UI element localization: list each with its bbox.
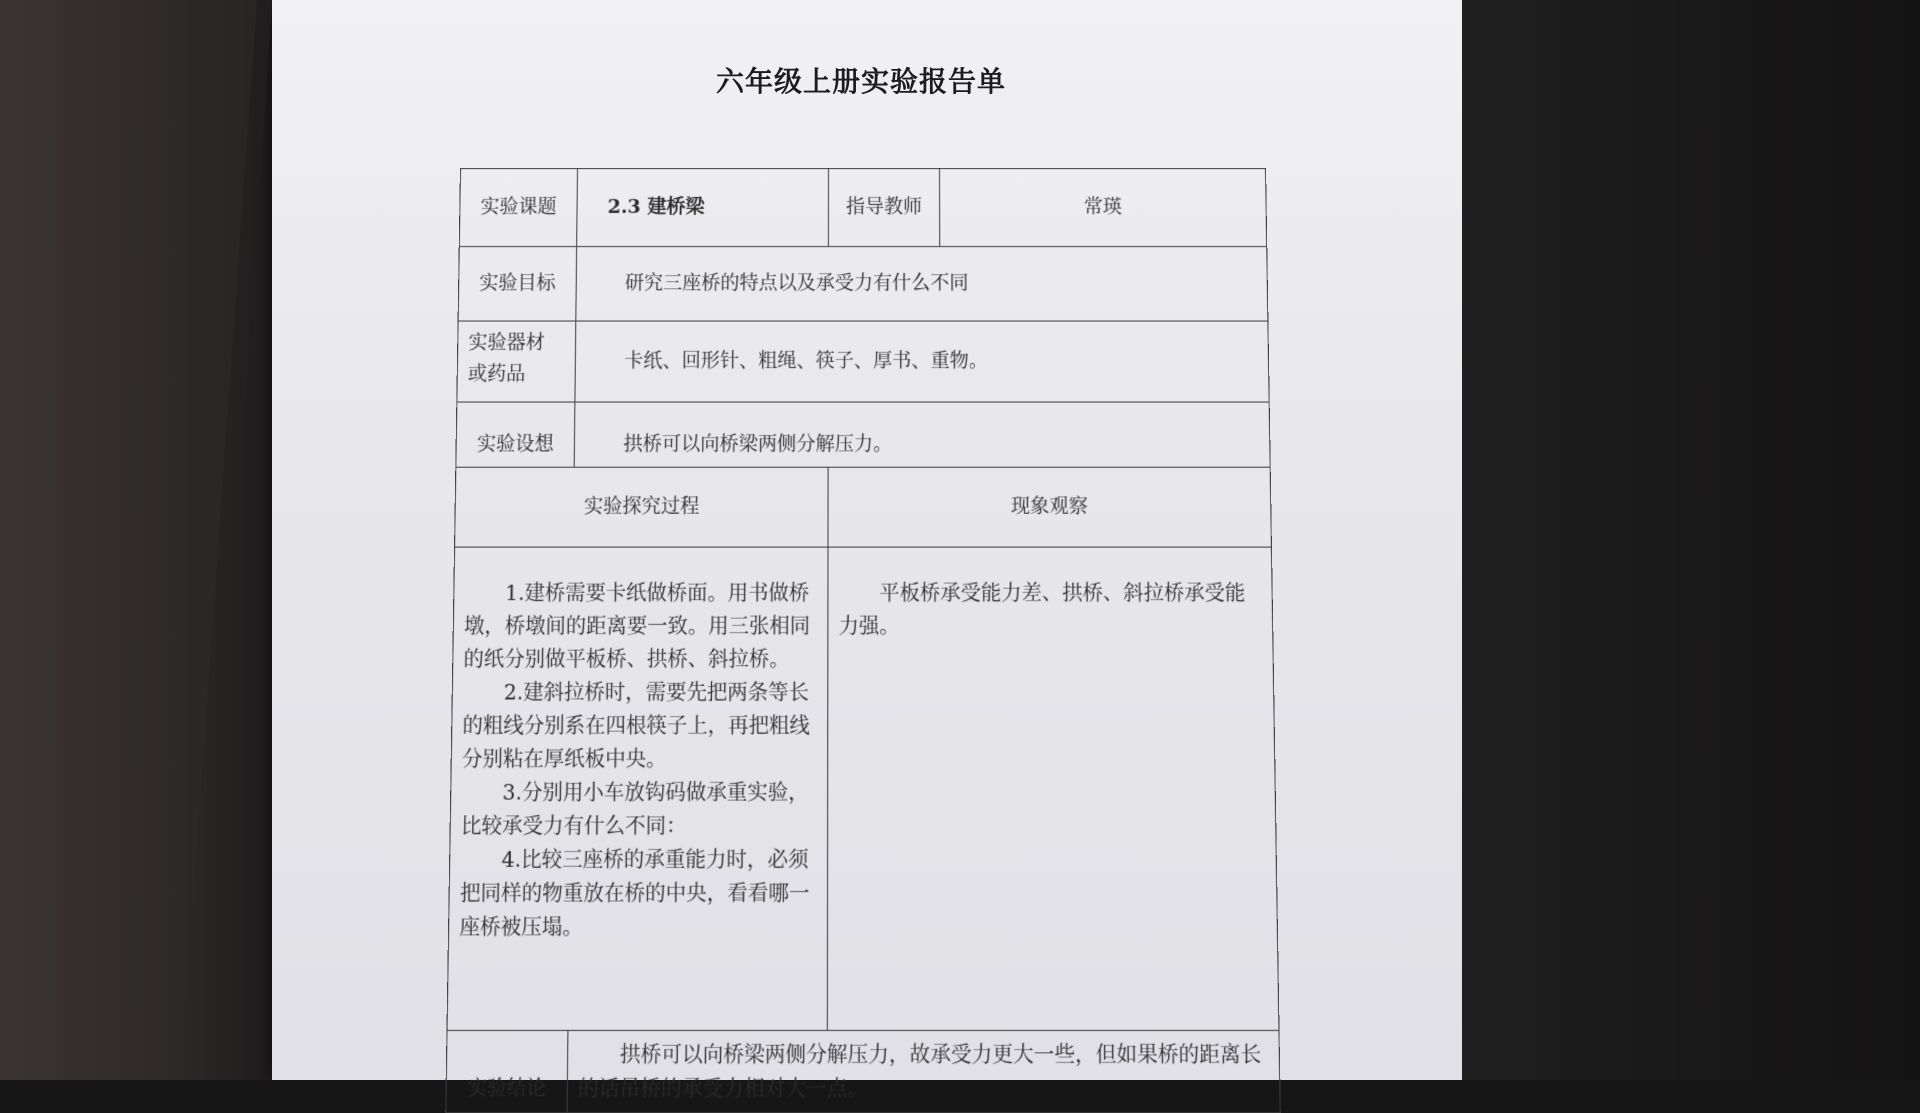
hypothesis-label: 实验设想: [456, 402, 575, 467]
report-table: [445, 168, 1281, 1111]
materials-row: [457, 321, 1269, 402]
goal-label: 实验目标: [458, 247, 577, 321]
conclusion-row: [446, 1030, 1281, 1112]
teacher-value: 常瑛: [940, 168, 1267, 246]
materials-value: 卡纸、回形针、粗绳、筷子、厚书、重物。: [575, 321, 1269, 402]
conclusion-label: 实验结论: [446, 1030, 568, 1112]
process-header: 实验探究过程: [455, 467, 829, 547]
materials-label-line1: 实验器材: [468, 331, 546, 354]
goal-value: 研究三座桥的特点以及承受力有什么不同: [576, 247, 1268, 321]
process-step: 1.建桥需要卡纸做桥面。用书做桥墩，桥墩间的距离要一致。用三张相同的纸分别做平板桥、拱桥、斜拉桥。: [463, 580, 811, 672]
process-row: [447, 547, 1279, 1030]
hypothesis-row: [456, 402, 1270, 467]
process-step: 2.建斜拉桥时，需要先把两条等长的粗线分别系在四根筷子上，再把粗线分别粘在厚纸板中央。: [461, 679, 810, 772]
process-step: 3.分别用小车放钩码做承重实验，比较承受力有什么不同：: [460, 779, 809, 839]
report-title: 六年级上册实验报告单: [716, 65, 1007, 98]
process-step: 4.比较三座桥的承重能力时，必须把同样的物重放在桥的中央，看看哪一座桥被压塌。: [459, 846, 810, 940]
observation-text: 平板桥承受能力差、拱桥、斜拉桥承受能力强。: [838, 580, 1246, 639]
process-cell: [447, 547, 828, 1030]
hypothesis-value: 拱桥可以向桥梁两侧分解压力。: [574, 402, 1270, 467]
materials-label-line2: 或药品: [467, 363, 526, 386]
subject-value: 2.3 建桥梁: [577, 168, 829, 246]
section-header-row: [455, 467, 1272, 547]
observation-header: 现象观察: [828, 467, 1271, 547]
conclusion-value: 拱桥可以向桥梁两侧分解压力，故承受力更大一些，但如果桥的距离长的话吊桥的承受力相对大一点。: [567, 1030, 1280, 1112]
subject-label: 实验课题: [459, 168, 577, 246]
materials-label: [457, 321, 576, 402]
goal-row: [458, 247, 1268, 321]
observation-cell: [827, 547, 1279, 1030]
subject-row: [459, 168, 1266, 246]
teacher-label: 指导教师: [828, 168, 939, 246]
